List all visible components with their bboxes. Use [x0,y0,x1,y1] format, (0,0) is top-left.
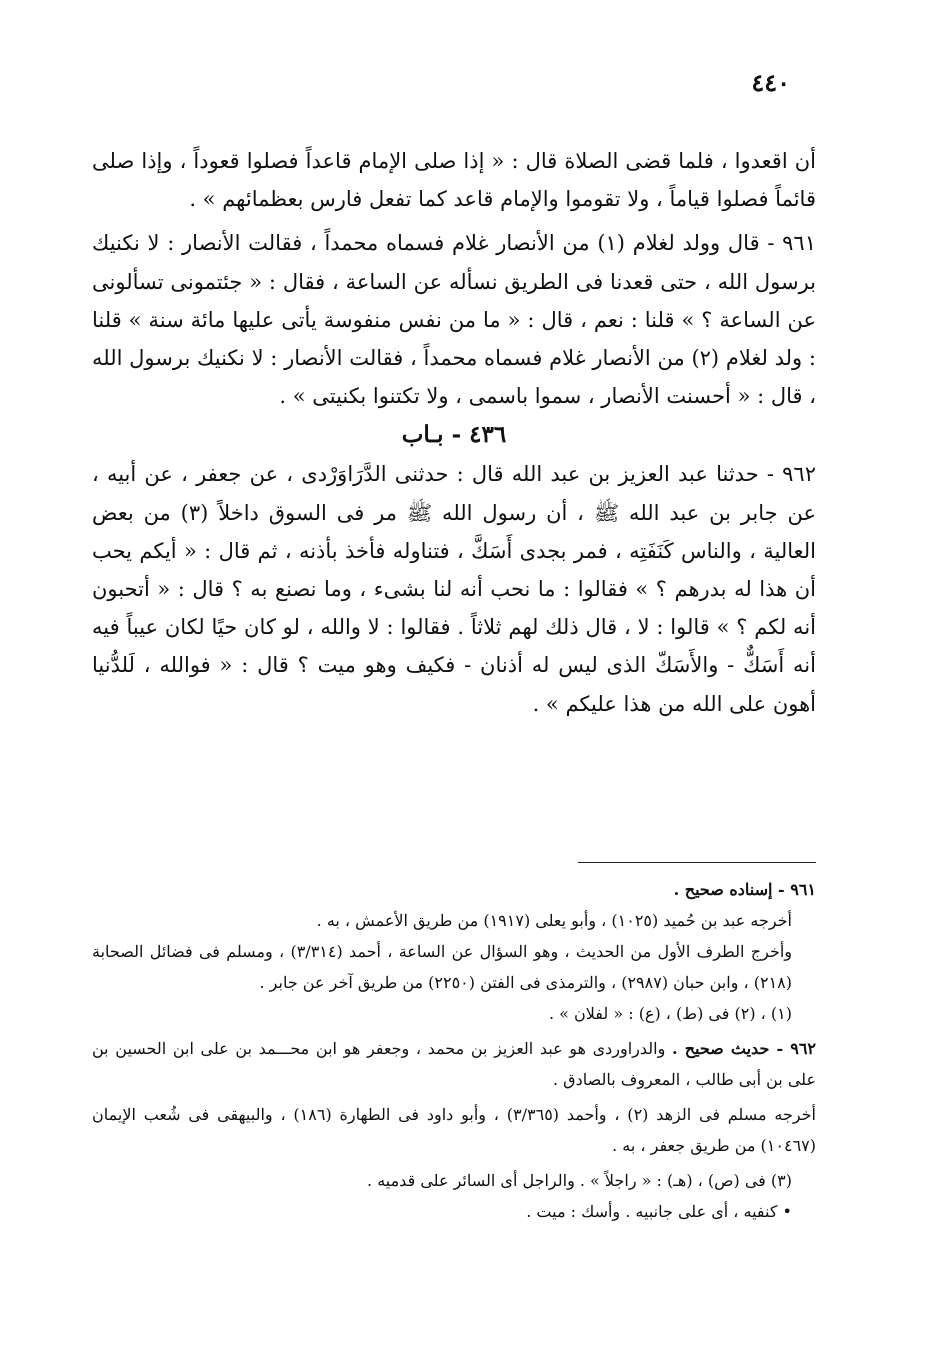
hadith-continuation-paragraph: أن اقعدوا ، فلما قضى الصلاة قال : « إذا صلى الإمام قاعداً فصلوا قعوداً ، وإذا صلى قائماً فصلوا قياماً ، ولا تقوموا والإمام قاعد كما تفعل فارس بعظمائهم » . [92,149,816,212]
hadith-961-paragraph: ٩٦١ - قال وولد لغلام (١) من الأنصار غلام فسماه محمداً ، فقالت الأنصار : لا نكنيك برسول الله ، حتى قعدنا فى الطريق نسأله عن الساعة ، فقال : « جئتمونى تسألونى عن الساعة ؟ » قلنا : نعم ، قال : « ما من نفس منفوسة يأتى عليها مائة سنة » قلنا : ولد لغلام (٢) من الأنصار غلام فسماه محمداً ، فقالت الأنصار : لا نكنيك برسول الله ، قال : « أحسنت الأنصار ، سموا باسمى ، ولا تكتنوا بكنيتى » . [92,231,816,409]
footnotes-block [92,874,816,1227]
footnote-962-heading [92,1033,816,1095]
hadith-962-paragraph: ٩٦٢ - حدثنا عبد العزيز بن عبد الله قال : حدثنى الدَّرَاوَرْدى ، عن جعفر ، عن أبيه ، عن جابر بن عبد الله ﷺ ، أن رسول الله ﷺ مر فى السوق داخلاً (٣) من بعض العالية ، والناس كَنَفَتِه ، فمر بجدى أَسَكَّ ، فتناوله فأخذ بأذنه ، ثم قال : « أيكم يحب أن هذا له بدرهم ؟ » فقالوا : ما نحب أنه لنا بشىء ، وما نصنع به ؟ قال : « أتحبون أنه لكم ؟ » قالوا : لا ، قال ذلك لهم ثلاثاً . فقالوا : لا والله ، لو كان حيًا لكان عيباً فيه أنه أَسَكٌّ - والأَسَكّ الذى ليس له أذنان - فكيف وهو ميت ؟ قال : « فوالله ، لَلدُّنيا أهون على الله من هذا عليكم » . [92,462,816,716]
footnote-962-variant: (٣) فى (ص) ، (هـ) : « راجلاً » . والراجل أى السائر على قدميه . [367,1171,792,1190]
page-number: ٤٤٠ [751,68,790,97]
main-text-block [92,142,816,723]
footnote-962-line: أخرجه مسلم فى الزهد (٢) ، وأحمد (٣/٣٦٥) ، وأبو داود فى الطهارة (١٨٦) ، والبيهقى فى شُعب الإيمان (١٠٤٦٧) من طريق جعفر ، به . [92,1105,817,1155]
footnote-962-heading-text: والدراوردى هو عبد العزيز بن محمد ، وجعفر هو ابن محـــمد بن على ابن الحسين بن على بن أبى طالب ، المعروف بالصادق . [92,1039,816,1089]
footnote-961-heading: ٩٦١ - إسناده صحيح . [673,880,816,899]
footnote-961-line: وأخرج الطرف الأول من الحديث ، وهو السؤال عن الساعة ، أحمد (٣/٣١٤) ، ومسلم فى فضائل الصحابة (٢١٨) ، وابن حبان (٢٩٨٧) ، والترمذى فى الفتن (٢٢٥٠) من طريق آخر عن جابر . [92,942,793,992]
footnote-961-variants: (١) ، (٢) فى (ط) ، (ع) : « لفلان » . [548,1004,792,1023]
chapter-heading: ٤٣٦ - بـاب [401,421,507,449]
footnote-divider [578,862,816,863]
footnote-962-grade: ٩٦٢ - حديث صحيح . [672,1039,817,1058]
footnote-961-line: أخرجه عبد بن حُميد (١٠٢٥) ، وأبو يعلى (١٩١٧) من طريق الأعمش ، به . [316,911,792,930]
footnote-962-gloss: • كنفيه ، أى على جانبيه . وأسك : ميت . [526,1202,792,1221]
